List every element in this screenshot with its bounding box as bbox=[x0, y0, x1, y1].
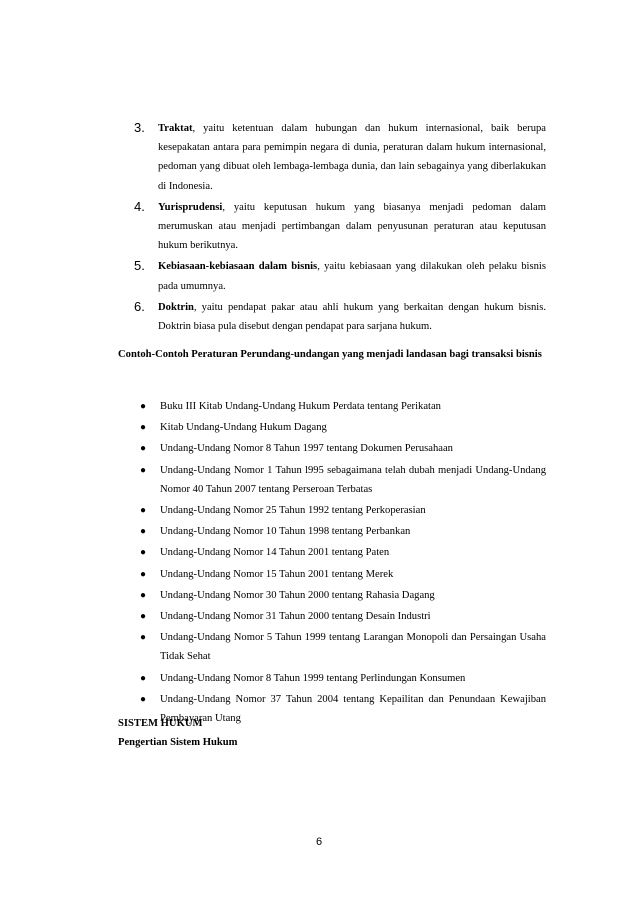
list-term: Yurisprudensi bbox=[158, 201, 223, 213]
numbered-list bbox=[134, 119, 546, 338]
list-marker: 5. bbox=[134, 258, 145, 274]
bullet-icon: ● bbox=[140, 632, 147, 644]
bullet-icon: ● bbox=[140, 693, 147, 705]
list-item: ● Undang-Undang Nomor 8 Tahun 1999 tentang Perlindungan Konsumen bbox=[140, 669, 546, 688]
list-text: , yaitu pendapat pakar atau ahli hukum yang berkaitan dengan hukum bisnis. Doktrin biasa pula disebut dengan pendapat para sarjana hukum. bbox=[158, 301, 546, 333]
bullet-icon: ● bbox=[140, 443, 147, 455]
list-item: ● Undang-Undang Nomor 8 Tahun 1997 tentang Dokumen Perusahaan bbox=[140, 439, 546, 458]
list-item: ● Undang-Undang Nomor 1 Tahun l995 sebagaimana telah dubah menjadi Undang-Undang Nomor 40 Tahun 2007 tentang Perseroan Terbatas bbox=[140, 461, 546, 499]
list-item: ● Undang-Undang Nomor 37 Tahun 2004 tentang Kepailitan dan Penundaan Kewajiban Pembayaran Utang bbox=[140, 690, 546, 728]
list-term: Kebiasaan-kebiasaan dalam bisnis bbox=[158, 261, 318, 273]
section-title: SISTEM HUKUM bbox=[118, 718, 203, 729]
list-item bbox=[134, 119, 546, 196]
list-marker: 3. bbox=[134, 120, 145, 135]
bullet-icon: ● bbox=[140, 611, 147, 623]
bullet-icon: ● bbox=[140, 401, 147, 412]
bullet-icon: ● bbox=[140, 464, 147, 476]
list-marker: 6. bbox=[134, 298, 145, 314]
list-item: ● Undang-Undang Nomor 5 Tahun 1999 tentang Larangan Monopoli dan Persaingan Usaha Tidak Sehat bbox=[140, 628, 546, 666]
list-marker: 4. bbox=[134, 198, 145, 214]
bullet-icon: ● bbox=[140, 422, 147, 434]
bullet-list bbox=[140, 397, 546, 730]
list-item: ● Undang-Undang Nomor 31 Tahun 2000 tentang Desain Industri bbox=[140, 607, 546, 626]
list-item bbox=[134, 298, 546, 336]
section-subtitle: Pengertian Sistem Hukum bbox=[118, 737, 238, 748]
bullet-icon: ● bbox=[140, 526, 147, 538]
list-term: Traktat bbox=[158, 123, 193, 134]
bullet-icon: ● bbox=[140, 589, 147, 601]
list-text: , yaitu keputusan hukum yang biasanya menjadi pedoman dalam merumuskan atau menjadi pertimbangan dalam penyusunan peraturan atau keputusan hukum berikutnya. bbox=[158, 201, 546, 252]
bullet-icon: ● bbox=[140, 568, 147, 580]
list-item: ● Undang-Undang Nomor 10 Tahun 1998 tentang Perbankan bbox=[140, 522, 546, 541]
list-text: , yaitu kebiasaan yang dilakukan oleh pelaku bisnis pada umumnya. bbox=[158, 261, 546, 292]
bullet-icon: ● bbox=[140, 672, 147, 684]
page-number: 6 bbox=[315, 836, 323, 848]
list-item: ● Kitab Undang-Undang Hukum Dagang bbox=[140, 418, 546, 437]
list-item: ● Buku III Kitab Undang-Undang Hukum Perdata tentang Perikatan bbox=[140, 397, 546, 416]
list-item bbox=[134, 198, 546, 256]
list-item: ● Undang-Undang Nomor 25 Tahun 1992 tentang Perkoperasian bbox=[140, 501, 546, 520]
bullet-icon: ● bbox=[140, 505, 147, 517]
list-item: ● Undang-Undang Nomor 30 Tahun 2000 tentang Rahasia Dagang bbox=[140, 586, 546, 605]
list-item bbox=[134, 257, 546, 295]
bullet-icon: ● bbox=[140, 547, 147, 559]
list-text: , yaitu ketentuan dalam hubungan dan hukum internasional, baik berupa kesepakatan antara para pemimpin negara di dunia, peraturan dalam hukum internasional, pedoman yang dibuat oleh lembaga-lembaga dunia, dan lain sebagainya yang diberlakukan di Indonesia. bbox=[158, 123, 546, 192]
list-term: Doktrin bbox=[158, 301, 194, 313]
section-heading: Contoh-Contoh Peraturan Perundang-undangan yang menjadi landasan bagi transaksi bisnis bbox=[118, 349, 542, 360]
list-item: ● Undang-Undang Nomor 15 Tahun 2001 tentang Merek bbox=[140, 565, 546, 584]
list-item: ● Undang-Undang Nomor 14 Tahun 2001 tentang Paten bbox=[140, 543, 546, 562]
